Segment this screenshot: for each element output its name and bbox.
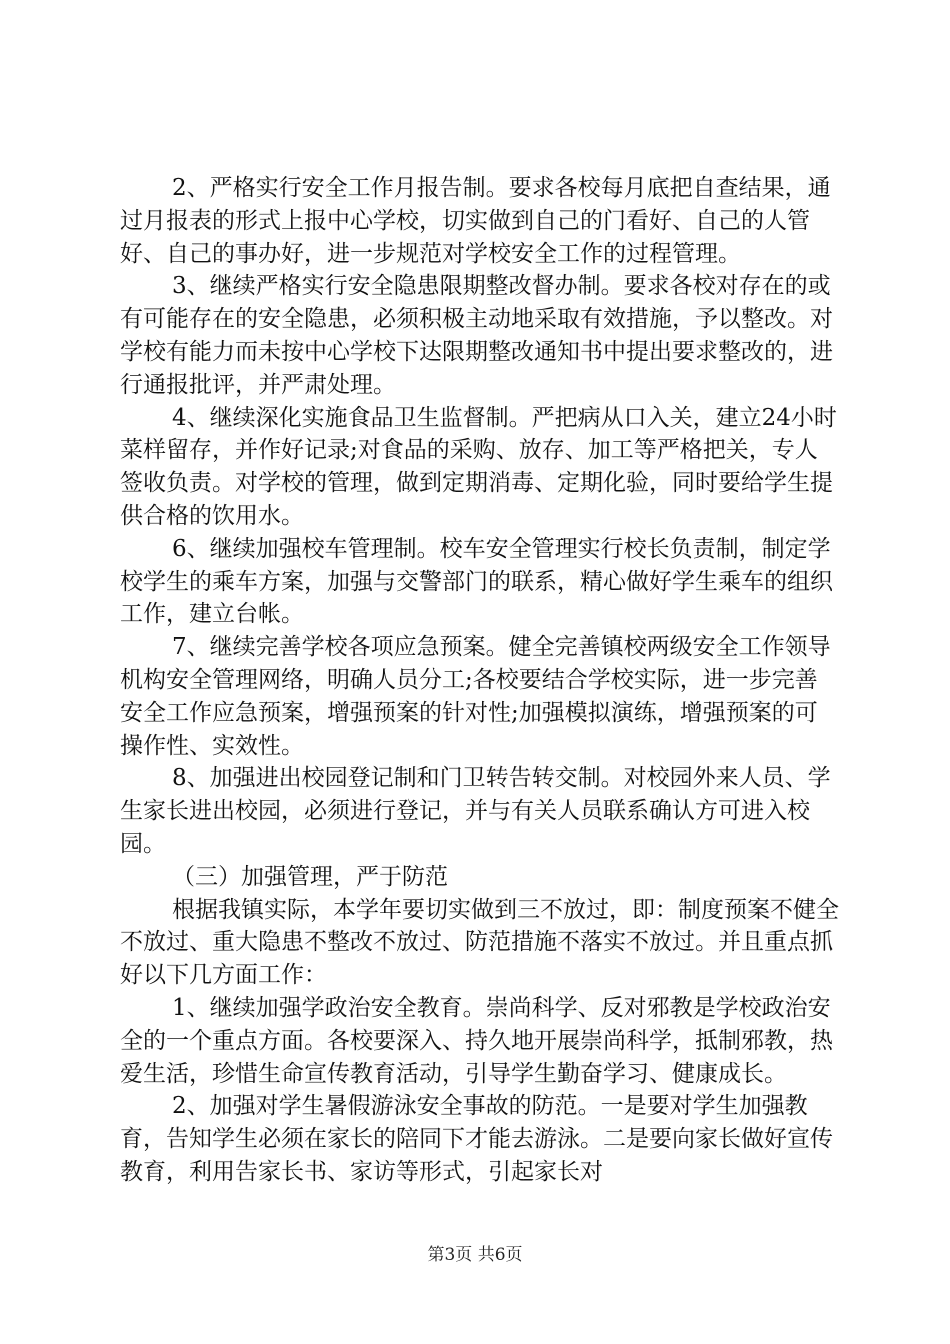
paragraph-item-7: 7、继续完善学校各项应急预案。健全完善镇校两级安全工作领导机构安全管理网络，明确人员分工;各校要结合学校实际，进一步完善安全工作应急预案，增强预案的针对性;加强模拟演练，增强预案的可操作性、实效性。 xyxy=(120,634,831,759)
paragraph-work-1: 1、继续加强学政治安全教育。崇尚科学、反对邪教是学校政治安全的一个重点方面。各校要深入、持久地开展崇尚科学，抵制邪教，热爱生活，珍惜生命宣传教育活动，引导学生勤奋学习、健康成长。 xyxy=(120,994,833,1087)
page-number-footer: 第3页 共6页 xyxy=(427,1245,523,1265)
paragraph-item-6: 6、继续加强校车管理制。校车安全管理实行校长负责制，制定学校学生的乘车方案，加强与交警部门的联系，精心做好学生乘车的组织工作，建立台帐。 xyxy=(120,535,833,628)
paragraph-intro: 根据我镇实际，本学年要切实做到三不放过，即：制度预案不健全不放过、重大隐患不整改不放过、防范措施不落实不放过。并且重点抓好以下几方面工作： xyxy=(120,896,839,989)
paragraph-item-8: 8、加强进出校园登记制和门卫转告转交制。对校园外来人员、学生家长进出校园，必须进行登记，并与有关人员联系确认方可进入校园。 xyxy=(120,765,831,857)
section-heading: （三）加强管理，严于防范 xyxy=(172,863,448,890)
document-body xyxy=(120,172,840,1189)
paragraph-work-2: 2、加强对学生暑假游泳安全事故的防范。一是要对学生加强教育，告知学生必须在家长的陪同下才能去游泳。二是要向家长做好宣传教育，利用告家长书、家访等形式，引起家长对 xyxy=(120,1093,833,1185)
paragraph-item-3: 3、继续严格实行安全隐患限期整改督办制。要求各校对存在的或有可能存在的安全隐患，必须积极主动地采取有效措施，予以整改。对学校有能力而未按中心学校下达限期整改通知书中提出要求整改的，进行通报批评，并严肃处理。 xyxy=(120,273,833,398)
paragraph-item-2: 2、严格实行安全工作月报告制。要求各校每月底把自查结果，通过月报表的形式上报中心学校，切实做到自己的门看好、自己的人管好、自己的事办好，进一步规范对学校安全工作的过程管理。 xyxy=(120,175,831,267)
paragraph-item-4: 4、继续深化实施食品卫生监督制。严把病从口入关，建立24小时菜样留存，并作好记录;对食品的采购、放存、加工等严格把关，专人签收负责。对学校的管理，做到定期消毒、定期化验，同时要给学生提供合格的饮用水。 xyxy=(120,404,837,529)
